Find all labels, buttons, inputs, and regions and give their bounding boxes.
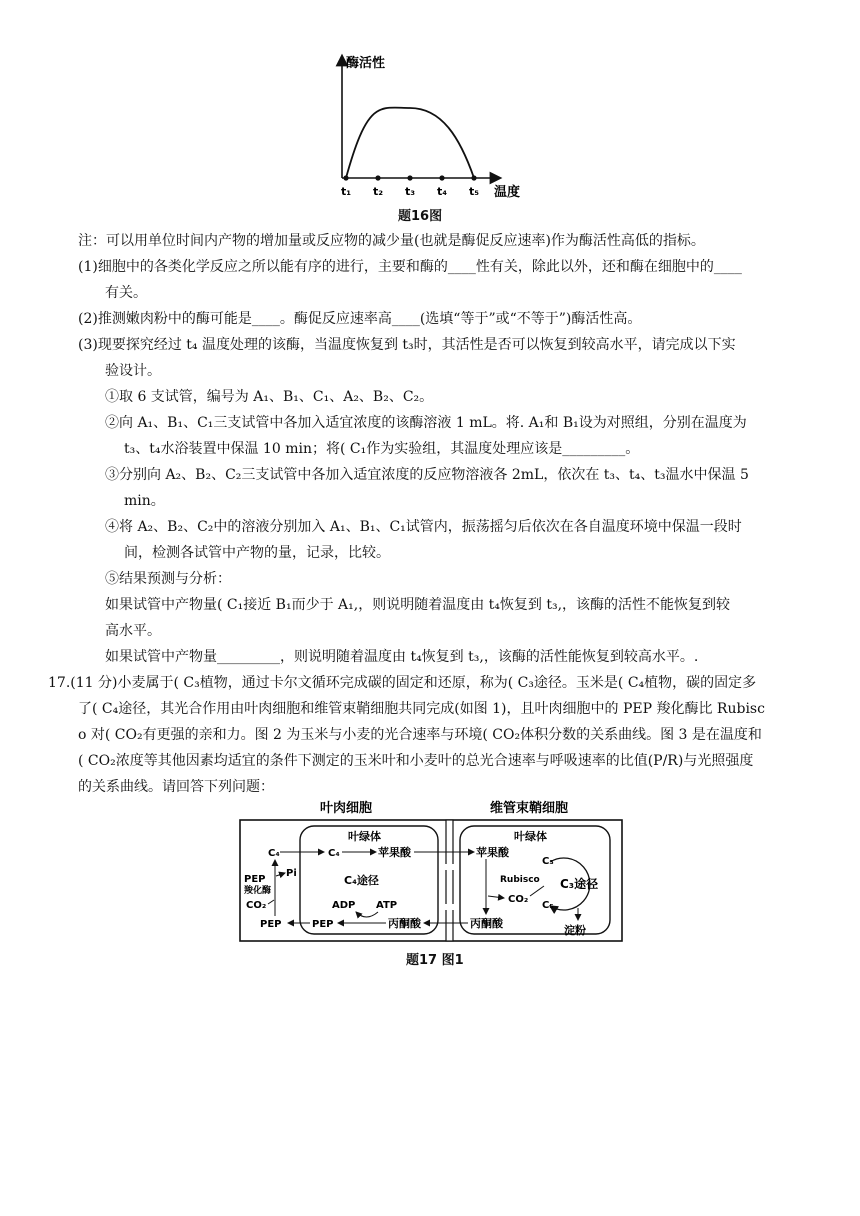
q3-line-1: (3)现要探究经过 t₄ 温度处理的该酶，当温度恢复到 t₃时，其活性是否可以恢复到较高水平，请完成以下实 — [78, 337, 736, 353]
fig17-atp: ATP — [376, 900, 398, 911]
fig17-caption: 题17 图1 — [406, 953, 464, 968]
fig17-pep-inner: PEP — [312, 919, 334, 930]
q3-step-3b: min。 — [124, 493, 165, 509]
fig17-chloroplast-left-label: 叶绿体 — [348, 830, 381, 843]
fig17-pyruvate-left: 丙酮酸 — [388, 917, 421, 930]
fig17-c3: C₃ — [542, 856, 554, 867]
fig17-plasmodesma-bottom — [444, 904, 455, 910]
fig17-chloroplast-right-label: 叶绿体 — [514, 830, 547, 843]
q3-result-2: 如果试管中产物量_________，则说明随着温度由 t₄恢复到 t₃,，该酶的活性能恢复到较高水平。. — [105, 649, 699, 665]
fig17-arrow-to-pi — [276, 873, 285, 876]
q17-line-2: 了( C₄途径，其光合作用由叶肉细胞和维管束鞘细胞共同完成(如图 1)，且叶肉细胞中的 PEP 羧化酶比 Rubisc — [78, 701, 765, 717]
fig16-point-5 — [471, 175, 476, 180]
q1-line-1: (1)细胞中的各类化学反应之所以能有序的进行，主要和酶的____性有关，除此以外，还和酶在细胞中的____ — [78, 259, 742, 275]
q3-line-2: 验设计。 — [105, 363, 161, 379]
fig17-pep-enzyme-line2: 羧化酶 — [244, 886, 272, 896]
q17-line-1: 17.(11 分)小麦属于( C₃植物，通过卡尔文循环完成碳的固定和还原，称为( C₃途径。玉米是( C₄植物，碳的固定多 — [48, 675, 757, 691]
fig17-pep-outer: PEP — [260, 919, 282, 930]
fig17-c4-inner: C₄ — [328, 848, 340, 859]
fig17-rubisco: Rubisco — [500, 875, 540, 885]
q17-line-4: ( CO₂浓度等其他因素均适宜的条件下测定的玉米叶和小麦叶的总光合速率与呼吸速率的比值(P/R)与光照强度 — [78, 753, 754, 769]
fig17-malate-right: 苹果酸 — [476, 846, 509, 859]
fig17-arrow-co2-to-cycle — [530, 886, 544, 896]
fig17-malate-left: 苹果酸 — [378, 846, 411, 859]
q3-step-4a: ④将 A₂、B₂、C₂中的溶液分别加入 A₁、B₁、C₁试管内，振荡摇匀后依次在各自温度环境中保温一段时 — [105, 519, 742, 535]
q2-text: (2)推测嫩肉粉中的酶可能是____。酶促反应速率高____(选填“等于”或“不等于”)酶活性高。 — [78, 311, 642, 327]
fig17-c4-pathway: C₄途径 — [344, 874, 379, 887]
fig16-point-1 — [343, 175, 348, 180]
fig17-adp: ADP — [332, 900, 356, 911]
fig17-diagram — [238, 796, 628, 946]
fig16-point-2 — [375, 175, 380, 180]
fig16-x-label: 温度 — [494, 185, 521, 200]
fig16-tick-2: t₂ — [373, 185, 384, 198]
fig17-starch: 淀粉 — [564, 924, 586, 937]
fig16-tick-3: t₃ — [405, 185, 416, 198]
q3-step-3a: ③分别向 A₂、B₂、C₂三支试管中各加入适宜浓度的反应物溶液各 2mL，依次在 t₃、t₄、t₃温水中保温 5 — [105, 467, 749, 483]
fig17-c5: C₅ — [542, 900, 554, 911]
q3-step-4b: 间，检测各试管中产物的量，记录，比较。 — [124, 545, 390, 561]
fig17-c4-outer: C₄ — [268, 848, 280, 859]
fig16-caption: 题16图 — [398, 209, 443, 224]
fig17-header-mesophyll: 叶肉细胞 — [320, 801, 373, 816]
fig16-y-label: 酶活性 — [346, 56, 386, 71]
q3-result-1a: 如果试管中产物量( C₁接近 B₁而少于 A₁,，则说明随着温度由 t₄恢复到 t₃,，该酶的活性不能恢复到较 — [105, 597, 731, 613]
fig17-arrow-co2 — [268, 900, 274, 904]
q17-line-3: o 对( CO₂有更强的亲和力。图 2 为玉米与小麦的光合速率与环境( CO₂体积分数的关系曲线。图 3 是在温度和 — [78, 727, 762, 743]
fig17-pep-enzyme-line1: PEP — [244, 874, 266, 885]
q3-step-2b: t₃、t₄水浴装置中保温 10 min；将( C₁作为实验组，其温度处理应该是_________。 — [124, 441, 640, 457]
fig17-arrow-malate-co2 — [488, 896, 504, 898]
q3-step-1: ①取 6 支试管，编号为 A₁、B₁、C₁、A₂、B₂、C₂。 — [105, 389, 434, 405]
q3-step-5: ⑤结果预测与分析： — [105, 571, 231, 587]
fig17-pi: Pi — [286, 868, 297, 879]
fig16-point-4 — [439, 175, 444, 180]
fig16-tick-1: t₁ — [341, 185, 352, 198]
fig17-plasmodesma-top — [444, 864, 455, 870]
q3-result-1b: 高水平。 — [105, 623, 161, 639]
note-text: 注：可以用单位时间内产物的增加量或反应物的减少量(也就是酶促反应速率)作为酶活性高低的指标。 — [78, 233, 705, 249]
fig16-tick-5: t₅ — [469, 185, 480, 198]
fig17-co2-left: CO₂ — [246, 900, 267, 911]
q3-step-2a: ②向 A₁、B₁、C₁三支试管中各加入适宜浓度的该酶溶液 1 mL。将. A₁和 B₁设为对照组，分别在温度为 — [105, 415, 747, 431]
fig17-c3-pathway: C₃途径 — [560, 877, 599, 891]
fig16-point-3 — [407, 175, 412, 180]
fig17-arrow-atp-adp — [356, 912, 378, 917]
q1-line-2: 有关。 — [105, 285, 147, 301]
fig16-tick-4: t₄ — [437, 185, 448, 198]
fig17-co2-right: CO₂ — [508, 894, 529, 905]
fig16-curve — [346, 108, 474, 178]
q17-line-5: 的关系曲线。请回答下列问题： — [78, 779, 274, 795]
fig17-header-bundle-sheath: 维管束鞘细胞 — [490, 801, 569, 816]
fig16-chart — [320, 50, 540, 200]
fig17-pyruvate-right: 丙酮酸 — [470, 917, 503, 930]
